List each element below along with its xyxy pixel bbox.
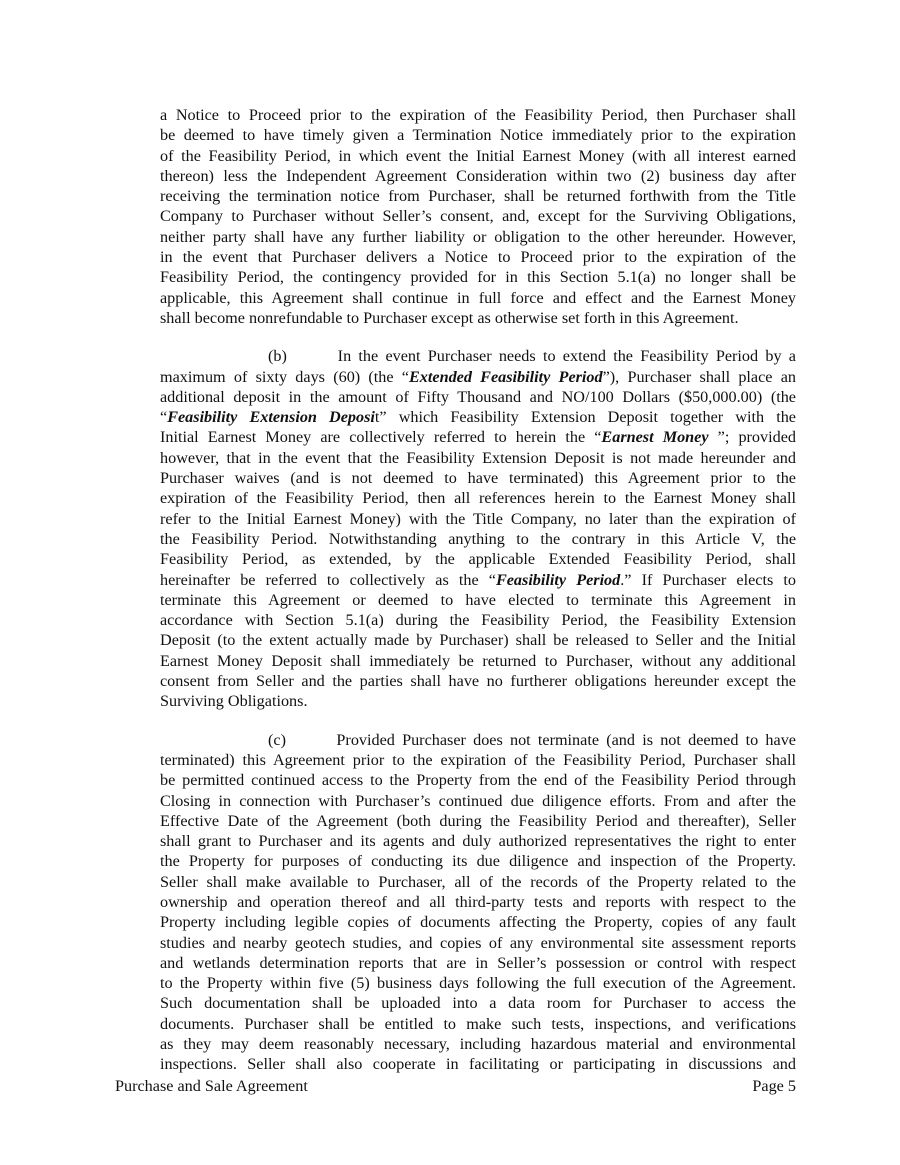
defined-term: Feasibility Extension Deposi [167,408,375,427]
text-line [160,427,796,447]
paragraph [160,105,796,328]
text-line [160,851,796,871]
text-segment: Closing in connection with Purchaser’s continued due diligence efforts. From and after the [160,791,796,810]
text-line [160,387,796,407]
text-segment: neither party shall have any further liability or obligation to the other hereunder. However, [160,227,796,246]
text-line [160,488,796,508]
text-line [160,791,796,811]
text-segment: Feasibility Period, as extended, by the applicable Extended Feasibility Period, shall [160,550,796,569]
text-segment: ownership and operation thereof and all third-party tests and reports with respect to the [160,892,796,911]
text-line [160,671,796,691]
text-segment: thereon) less the Independent Agreement Consideration within two (2) business day after [160,166,796,185]
text-line [160,1014,796,1034]
text-line [160,468,796,488]
text-segment: expiration of the Feasibility Period, then all references herein to the Earnest Money shall [160,489,796,508]
text-segment: the Property for purposes of conducting its due diligence and inspection of the Property. [160,852,796,871]
text-segment: (c) Provided Purchaser does not terminate (and is not deemed to have [268,730,796,749]
text-segment: inspections. Seller shall also cooperate in facilitating or participating in discussions and [160,1055,796,1074]
text-segment: a Notice to Proceed prior to the expiration of the Feasibility Period, then Purchaser shall [160,106,796,124]
text-segment: t” which Feasibility Extension Deposit together with the [374,408,796,427]
text-line [160,730,796,750]
text-segment: receiving the termination notice from Purchaser, shall be returned forthwith from the Title [160,187,796,206]
text-segment: maximum of sixty days (60) (the “ [160,367,409,386]
text-line [160,288,796,308]
text-line [160,973,796,993]
text-segment: additional deposit in the amount of Fifty Thousand and NO/100 Dollars ($50,000.00) (the [160,387,796,406]
text-line [160,186,796,206]
text-line [160,448,796,468]
text-segment: .” If Purchaser elects to [620,570,796,589]
text-segment: Feasibility Period, the contingency provided for in this Section 5.1(a) no longer shall be [160,268,796,287]
text-segment: as they may deem reasonably necessary, including hazardous material and environmental [160,1035,796,1054]
defined-term: Earnest Money [601,428,709,447]
text-segment: Such documentation shall be uploaded into a data room for Purchaser to access the [160,994,796,1013]
defined-term: Extended Feasibility Period [409,367,603,386]
text-segment: shall become nonrefundable to Purchaser except as otherwise set forth in this Agreement. [160,308,739,327]
text-segment: studies and nearby geotech studies, and copies of any environmental site assessment reports [160,933,796,952]
text-line [160,125,796,145]
text-segment: Property including legible copies of documents affecting the Property, copies of any fault [160,913,796,932]
text-line [160,912,796,932]
text-line [160,166,796,186]
text-segment: be deemed to have timely given a Termination Notice immediately prior to the expiration [160,126,796,145]
text-line [160,831,796,851]
text-segment: terminated) this Agreement prior to the expiration of the Feasibility Period, Purchaser shall [160,750,796,769]
text-line [160,570,796,590]
text-segment: consent from Seller and the parties shall have no furtherer obligations hereunder except the [160,672,796,691]
footer-document-title: Purchase and Sale Agreement [115,1077,308,1095]
text-line [160,651,796,671]
text-line [160,770,796,790]
text-segment: Purchaser waives (and is not deemed to have terminated) this Agreement prior to the [160,469,796,488]
text-segment: ”), Purchaser shall place an [602,367,796,386]
text-line [160,247,796,267]
text-segment: Surviving Obligations. [160,692,308,711]
text-line [160,549,796,569]
text-line [160,308,796,328]
text-segment: however, that in the event that the Feasibility Extension Deposit is not made hereunder and [160,448,796,467]
text-segment: Earnest Money Deposit shall immediately be returned to Purchaser, without any additional [160,651,796,670]
text-line [160,892,796,912]
text-segment: the Feasibility Period. Notwithstanding anything to the contrary in this Article V, the [160,529,796,548]
text-segment: of the Feasibility Period, in which event the Initial Earnest Money (with all interest earned [160,146,796,165]
text-line [160,590,796,610]
text-line [160,953,796,973]
text-line [160,630,796,650]
text-line [160,750,796,770]
text-line [160,529,796,549]
text-line [160,346,796,366]
text-segment: hereinafter be referred to collectively as the “ [160,570,496,589]
text-line [160,509,796,529]
text-line [160,146,796,166]
text-segment: accordance with Section 5.1(a) during the Feasibility Period, the Feasibility Extension [160,611,796,630]
text-segment: Seller shall make available to Purchaser, all of the records of the Property related to the [160,872,796,891]
text-line [160,811,796,831]
text-line [160,407,796,427]
text-segment: to the Property within five (5) business days following the full execution of the Agreement. [160,974,796,993]
footer-page-number: Page 5 [752,1077,796,1095]
text-segment: Company to Purchaser without Seller’s consent, and, except for the Surviving Obligations, [160,207,796,226]
text-segment: and wetlands determination reports that are in Seller’s possession or control with respect [160,953,796,972]
text-line [160,610,796,630]
text-segment: Initial Earnest Money are collectively referred to herein the “ [160,428,602,447]
text-segment: applicable, this Agreement shall continue in full force and effect and the Earnest Money [160,288,796,307]
document-body [160,105,796,1093]
paragraph [160,730,796,1075]
text-segment: Deposit (to the extent actually made by Purchaser) shall be released to Seller and the Initial [160,631,796,650]
text-line [160,1034,796,1054]
paragraph [160,346,796,711]
text-segment: shall grant to Purchaser and its agents and duly authorized representatives the right to enter [160,832,796,851]
page-footer [115,1077,796,1096]
text-segment: terminate this Agreement or deemed to have elected to terminate this Agreement in [160,590,796,609]
text-line [160,206,796,226]
text-line [160,872,796,892]
text-segment: “ [160,408,168,427]
text-line [160,993,796,1013]
text-line [160,933,796,953]
text-segment: (b) In the event Purchaser needs to extend the Feasibility Period by a [268,347,796,366]
text-line [160,105,796,125]
text-line [160,367,796,387]
text-segment: in the event that Purchaser delivers a Notice to Proceed prior to the expiration of the [160,248,796,267]
text-segment: be permitted continued access to the Property from the end of the Feasibility Period through [160,771,796,790]
text-segment: Effective Date of the Agreement (both during the Feasibility Period and thereafter), Seller [160,811,796,830]
text-line [160,267,796,287]
text-segment: refer to the Initial Earnest Money) with the Title Company, no later than the expiration of [160,509,796,528]
defined-term: Feasibility Period [495,570,621,589]
text-segment: documents. Purchaser shall be entitled to make such tests, inspections, and verifications [160,1014,796,1033]
text-line [160,227,796,247]
text-line [160,691,796,711]
text-line [160,1054,796,1074]
text-segment: ”; provided [708,428,796,447]
